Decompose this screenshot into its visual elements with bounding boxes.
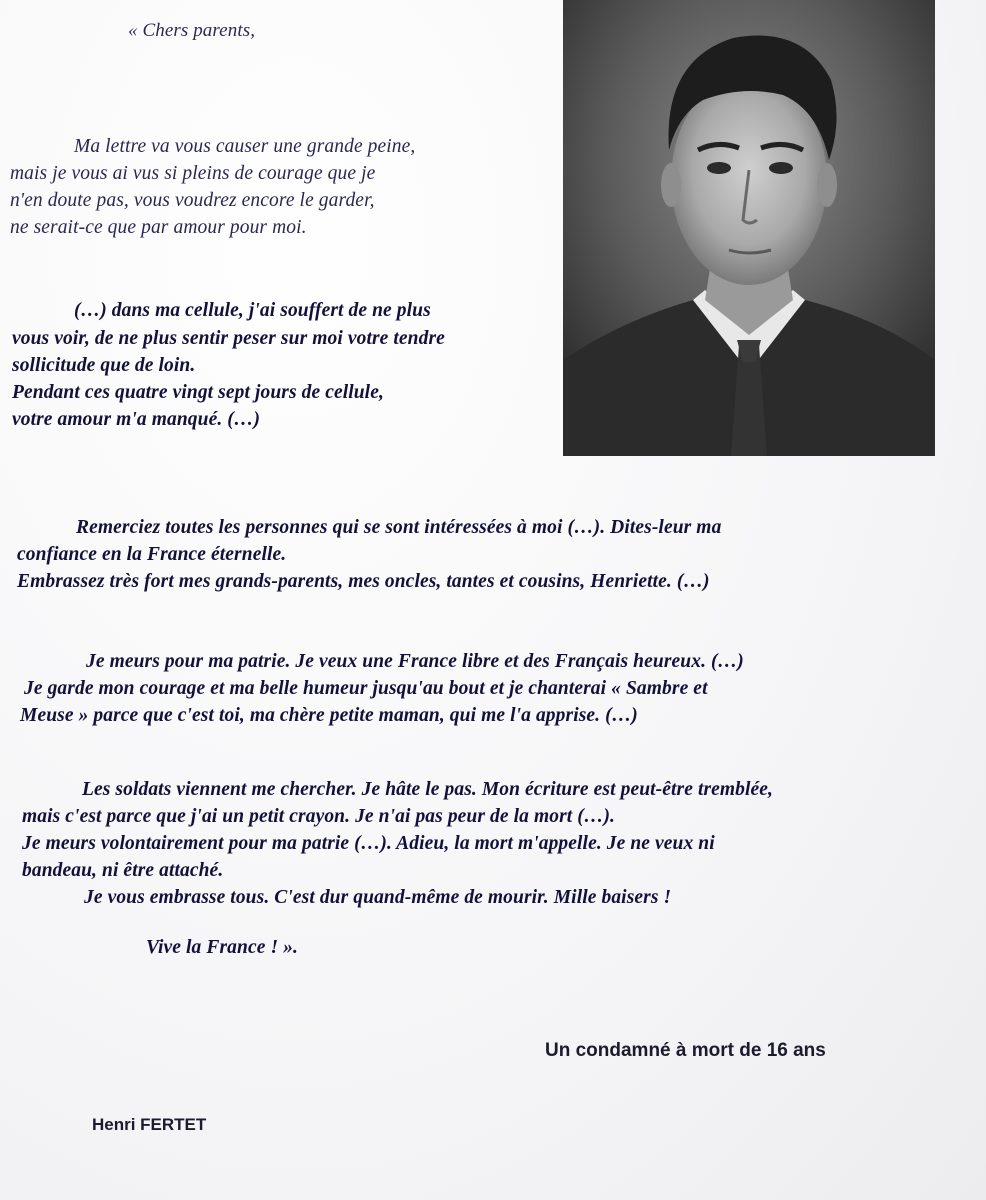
letter-p5-line-1: Les soldats viennent me chercher. Je hâte le pas. Mon écriture est peut-être tremblée, [82, 779, 774, 800]
letter-p1-line-1: Ma lettre va vous causer une grande peine, [74, 136, 416, 157]
author-subtitle: Un condamné à mort de 16 ans [545, 1040, 826, 1061]
letter-p3-line-1: Remerciez toutes les personnes qui se sont intéressées à moi (…). Dites-leur ma [76, 517, 722, 538]
portrait-photo [563, 0, 935, 456]
letter-p5-line-4: bandeau, ni être attaché. [22, 860, 224, 881]
letter-p1-line-4: ne serait-ce que par amour pour moi. [10, 217, 307, 238]
author-signature: Henri FERTET [92, 1115, 207, 1134]
letter-p2-line-2: vous voir, de ne plus sentir peser sur moi votre tendre [12, 328, 445, 349]
letter-p3-line-2: confiance en la France éternelle. [17, 544, 287, 565]
letter-p2-line-3: sollicitude que de loin. [12, 355, 196, 376]
letter-p4-line-1: Je meurs pour ma patrie. Je veux une France libre et des Français heureux. (…) [86, 651, 744, 672]
letter-p5-line-3: Je meurs volontairement pour ma patrie (…). Adieu, la mort m'appelle. Je ne veux ni [22, 833, 715, 854]
letter-salutation: « Chers parents, [128, 20, 256, 41]
letter-p1-line-2: mais je vous ai vus si pleins de courage que je [10, 163, 376, 184]
letter-closing: Vive la France ! ». [146, 937, 298, 958]
portrait-image [563, 0, 935, 456]
letter-p2-line-4: Pendant ces quatre vingt sept jours de cellule, [12, 382, 384, 403]
letter-p5-line-5: Je vous embrasse tous. C'est dur quand-même de mourir. Mille baisers ! [84, 887, 672, 908]
letter-p4-line-2: Je garde mon courage et ma belle humeur jusqu'au bout et je chanterai « Sambre et [24, 678, 708, 699]
letter-p1-line-3: n'en doute pas, vous voudrez encore le garder, [10, 190, 375, 211]
letter-p2-line-1: (…) dans ma cellule, j'ai souffert de ne plus [74, 300, 431, 321]
letter-p5-line-2: mais c'est parce que j'ai un petit crayon. Je n'ai pas peur de la mort (…). [22, 806, 616, 827]
letter-p3-line-3: Embrassez très fort mes grands-parents, mes oncles, tantes et cousins, Henriette. (…) [17, 571, 710, 592]
letter-p2-line-5: votre amour m'a manqué. (…) [12, 409, 261, 430]
letter-p4-line-3: Meuse » parce que c'est toi, ma chère petite maman, qui me l'a apprise. (…) [20, 705, 638, 726]
